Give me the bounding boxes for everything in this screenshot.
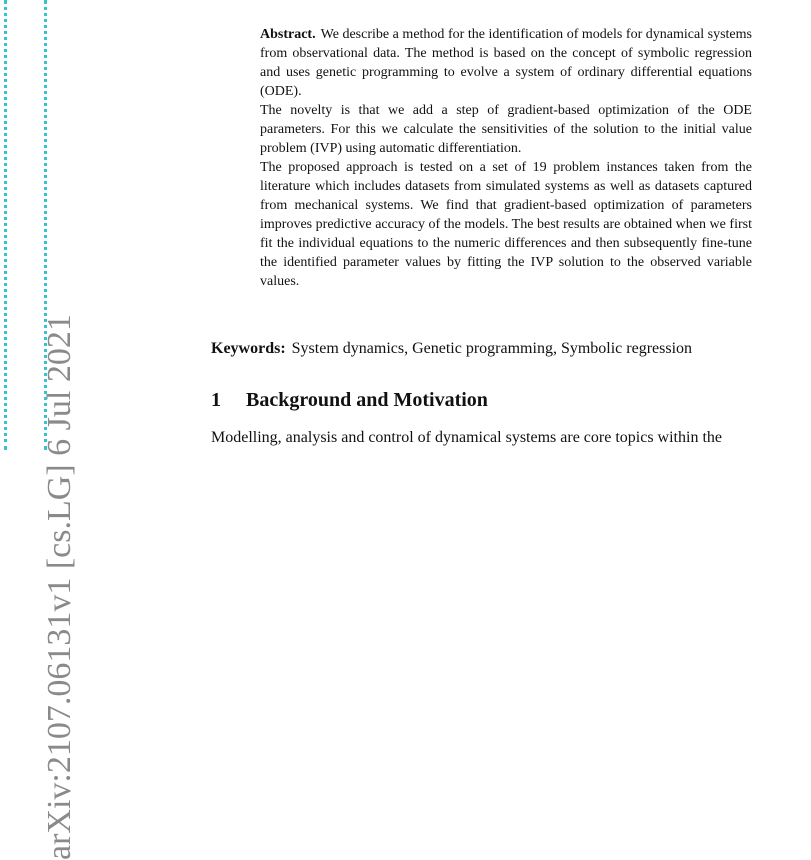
section-heading bbox=[211, 387, 771, 413]
dotted-border-left bbox=[4, 0, 7, 450]
keywords-text: System dynamics, Genetic programming, Symbolic regression bbox=[291, 340, 693, 357]
dotted-border-right bbox=[44, 0, 47, 450]
section-number: 1 bbox=[211, 389, 221, 411]
arxiv-identifier-stamp: arXiv:2107.06131v1 [cs.LG] 6 Jul 2021 bbox=[41, 314, 78, 860]
abstract-label: Abstract. bbox=[260, 27, 316, 42]
abstract-paragraph-1 bbox=[260, 25, 752, 101]
abstract-text-1: We describe a method for the identification of models for dynamical systems from observational data. The method is based on the concept of symbolic regression and uses genetic programming to evolve a system of ordinary differential equations (ODE). bbox=[260, 27, 752, 99]
body-paragraph: Modelling, analysis and control of dynamical systems are core topics within the bbox=[211, 429, 722, 446]
section-title: Background and Motivation bbox=[246, 389, 488, 411]
keywords-label: Keywords: bbox=[211, 340, 286, 357]
abstract-paragraph-2: The novelty is that we add a step of gradient-based optimization of the ODE parameters. For this we calculate the sensitivities of the solution to the initial value problem (IVP) using automatic differentiation. bbox=[260, 103, 752, 156]
keywords-line bbox=[211, 339, 791, 359]
arxiv-margin bbox=[0, 0, 78, 860]
abstract-paragraph-3: The proposed approach is tested on a set of 19 problem instances taken from the literature which includes datasets from simulated systems as well as datasets captured from mechanical systems. We find that gradient-based optimization of parameters improves predictive accuracy of the models. The best results are obtained when we first fit the individual equations to the numeric differences and then subsequently fine-tune the identified parameter values by fitting the IVP solution to the observed variable values. bbox=[260, 160, 752, 289]
abstract-block bbox=[260, 25, 752, 291]
